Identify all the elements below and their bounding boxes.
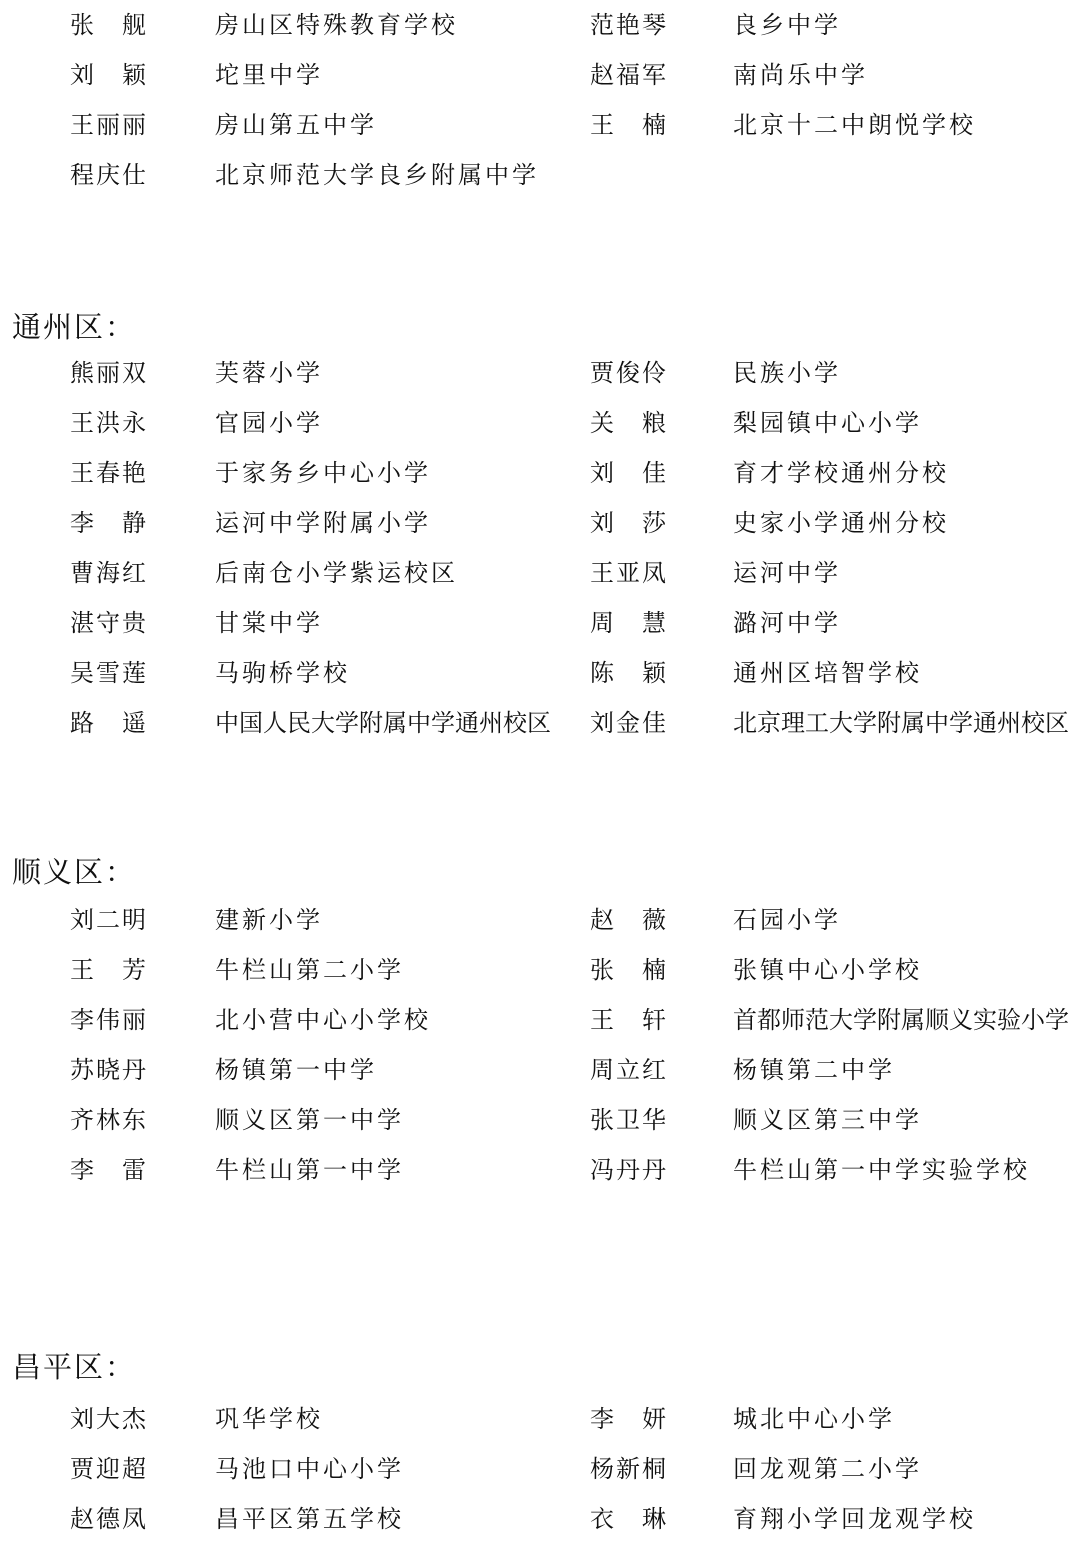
- teacher-name: 王丽丽: [70, 111, 148, 139]
- teacher-name: 杨新桐: [590, 1455, 668, 1483]
- school-name: 于家务乡中心小学: [215, 459, 431, 487]
- school-name: 杨镇第一中学: [215, 1056, 377, 1084]
- table-row: [0, 458, 1080, 508]
- school-name: 首都师范大学附属顺义实验小学: [733, 1006, 1069, 1034]
- teacher-name: 王 楠: [590, 111, 668, 139]
- school-name: 马池口中心小学: [215, 1455, 404, 1483]
- teacher-name: 齐林东: [70, 1106, 148, 1134]
- table-row: [0, 1504, 1080, 1554]
- school-name: 育才学校通州分校: [733, 459, 949, 487]
- school-name: 城北中心小学: [733, 1405, 895, 1433]
- teacher-name: 李 妍: [590, 1405, 668, 1433]
- table-row: [0, 658, 1080, 708]
- table-row: [0, 558, 1080, 608]
- teacher-name: 关 粮: [590, 409, 668, 437]
- school-name: 建新小学: [215, 906, 323, 934]
- school-name: 运河中学附属小学: [215, 509, 431, 537]
- teacher-name: 周立红: [590, 1056, 668, 1084]
- school-name: 张镇中心小学校: [733, 956, 922, 984]
- school-name: 牛栏山第一中学: [215, 1156, 404, 1184]
- table-row: [0, 1105, 1080, 1155]
- teacher-name: 曹海红: [70, 559, 148, 587]
- school-name: 梨园镇中心小学: [733, 409, 922, 437]
- teacher-name: 周 慧: [590, 609, 668, 637]
- teacher-name: 李伟丽: [70, 1006, 148, 1034]
- table-row: [0, 1005, 1080, 1055]
- teacher-name: 王洪永: [70, 409, 148, 437]
- teacher-name: 李 静: [70, 509, 148, 537]
- teacher-name: 刘金佳: [590, 709, 668, 737]
- school-name: 牛栏山第一中学实验学校: [733, 1156, 1030, 1184]
- school-name: 北京理工大学附属中学通州校区: [733, 709, 1069, 737]
- table-row: [0, 1055, 1080, 1105]
- school-name: 南尚乐中学: [733, 61, 868, 89]
- school-name: 潞河中学: [733, 609, 841, 637]
- teacher-name: 程庆仕: [70, 161, 148, 189]
- school-name: 牛栏山第二小学: [215, 956, 404, 984]
- table-row: [0, 508, 1080, 558]
- school-name: 芙蓉小学: [215, 359, 323, 387]
- teacher-name: 湛守贵: [70, 609, 148, 637]
- teacher-name: 贾迎超: [70, 1455, 148, 1483]
- teacher-name: 衣 琳: [590, 1505, 668, 1533]
- table-row: [0, 955, 1080, 1005]
- school-name: 史家小学通州分校: [733, 509, 949, 537]
- table-row: [0, 60, 1080, 110]
- teacher-name: 冯丹丹: [590, 1156, 668, 1184]
- school-name: 北京师范大学良乡附属中学: [215, 161, 539, 189]
- school-name: 马驹桥学校: [215, 659, 350, 687]
- teacher-name: 陈 颖: [590, 659, 668, 687]
- school-name: 育翔小学回龙观学校: [733, 1505, 976, 1533]
- school-name: 坨里中学: [215, 61, 323, 89]
- teacher-name: 苏晓丹: [70, 1056, 148, 1084]
- teacher-name: 刘 莎: [590, 509, 668, 537]
- district-heading: 通州区：: [12, 310, 137, 344]
- school-name: 回龙观第二小学: [733, 1455, 922, 1483]
- teacher-name: 刘大杰: [70, 1405, 148, 1433]
- teacher-name: 路 遥: [70, 709, 148, 737]
- table-row: [0, 1155, 1080, 1205]
- teacher-name: 张 楠: [590, 956, 668, 984]
- table-row: [0, 1454, 1080, 1504]
- teacher-name: 王春艳: [70, 459, 148, 487]
- school-name: 北京十二中朗悦学校: [733, 111, 976, 139]
- teacher-name: 王亚凤: [590, 559, 668, 587]
- school-name: 杨镇第二中学: [733, 1056, 895, 1084]
- school-name: 运河中学: [733, 559, 841, 587]
- school-name: 房山区特殊教育学校: [215, 11, 458, 39]
- teacher-name: 刘二明: [70, 906, 148, 934]
- table-row: [0, 10, 1080, 60]
- school-name: 昌平区第五学校: [215, 1505, 404, 1533]
- school-name: 巩华学校: [215, 1405, 323, 1433]
- table-row: [0, 408, 1080, 458]
- teacher-name: 李 雷: [70, 1156, 148, 1184]
- teacher-name: 赵 薇: [590, 906, 668, 934]
- teacher-name: 张卫华: [590, 1106, 668, 1134]
- school-name: 后南仓小学紫运校区: [215, 559, 458, 587]
- teacher-name: 范艳琴: [590, 11, 668, 39]
- school-name: 顺义区第三中学: [733, 1106, 922, 1134]
- table-row: [0, 708, 1080, 758]
- school-name: 官园小学: [215, 409, 323, 437]
- school-name: 石园小学: [733, 906, 841, 934]
- school-name: 通州区培智学校: [733, 659, 922, 687]
- table-row: [0, 1404, 1080, 1454]
- district-heading: 顺义区：: [12, 855, 137, 889]
- school-name: 顺义区第一中学: [215, 1106, 404, 1134]
- school-name: 北小营中心小学校: [215, 1006, 431, 1034]
- school-name: 民族小学: [733, 359, 841, 387]
- teacher-name: 刘 佳: [590, 459, 668, 487]
- school-name: 良乡中学: [733, 11, 841, 39]
- table-row: [0, 358, 1080, 408]
- school-name: 中国人民大学附属中学通州校区: [215, 709, 551, 737]
- teacher-name: 张 舰: [70, 11, 148, 39]
- teacher-name: 刘 颖: [70, 61, 148, 89]
- teacher-name: 赵福军: [590, 61, 668, 89]
- table-row: [0, 110, 1080, 160]
- teacher-name: 赵德凤: [70, 1505, 148, 1533]
- teacher-name: 王 芳: [70, 956, 148, 984]
- teacher-name: 王 轩: [590, 1006, 668, 1034]
- table-row: [0, 608, 1080, 658]
- teacher-name: 吴雪莲: [70, 659, 148, 687]
- table-row: [0, 905, 1080, 955]
- teacher-name: 熊丽双: [70, 359, 148, 387]
- school-name: 房山第五中学: [215, 111, 377, 139]
- teacher-name: 贾俊伶: [590, 359, 668, 387]
- school-name: 甘棠中学: [215, 609, 323, 637]
- table-row: [0, 160, 1080, 210]
- district-heading: 昌平区：: [12, 1350, 137, 1384]
